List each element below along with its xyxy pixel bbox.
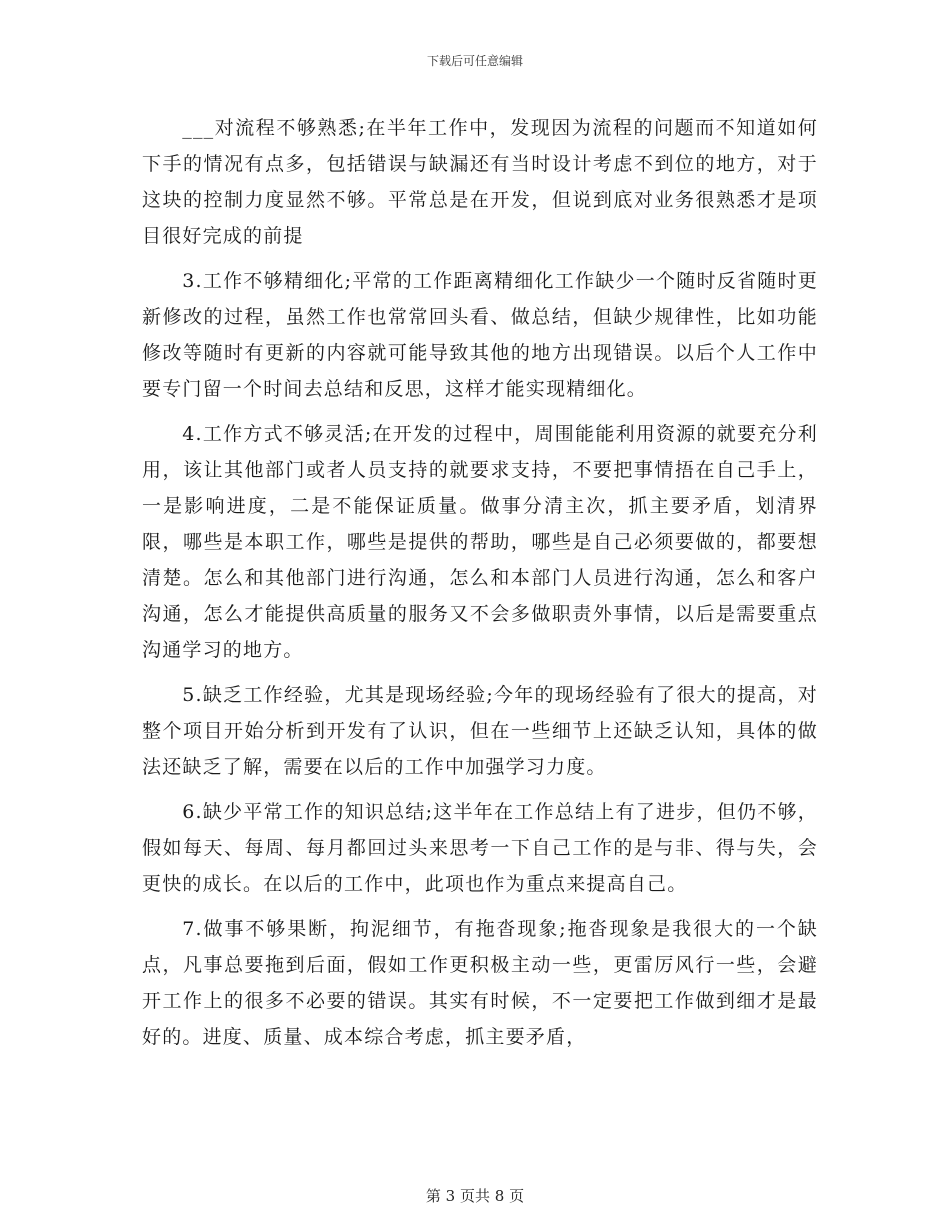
page-footer: 第 3 页共 8 页 xyxy=(425,1187,525,1205)
paragraph-item-4: 4.工作方式不够灵活;在开发的过程中，周围能能利用资源的就要充分利用，该让其他部门或者人员支持的就要求支持，不要把事情捂在自己手上，一是影响进度，二是不能保证质量。做事分清主次，抓主要矛盾，划清界限，哪些是本职工作，哪些是提供的帮助，哪些是自己必须要做的，都要想清楚。怎么和其他部门进行沟通，怎么和本部门人员进行沟通，怎么和客户沟通，怎么才能提供高质量的服务又不会多做职责外事情，以后是需要重点沟通学习的地方。 xyxy=(142,423,818,661)
document-body xyxy=(142,110,818,1064)
paragraph-process-familiarity: ___对流程不够熟悉;在半年工作中，发现因为流程的问题而不知道如何下手的情况有点多，包括错误与缺漏还有当时设计考虑不到位的地方，对于这块的控制力度显然不够。平常总是在开发，但说到底对业务很熟悉才是项目很好完成的前提 xyxy=(142,117,818,247)
paragraph-item-3: 3.工作不够精细化;平常的工作距离精细化工作缺少一个随时反省随时更新修改的过程，虽然工作也常常回头看、做总结，但缺少规律性，比如功能修改等随时有更新的内容就可能导致其他的地方出现错误。以后个人工作中要专门留一个时间去总结和反思，这样才能实现精细化。 xyxy=(142,270,818,400)
paragraph-item-7: 7.做事不够果断，拘泥细节，有拖沓现象;拖沓现象是我很大的一个缺点，凡事总要拖到后面，假如工作更积极主动一些，更雷厉风行一些，会避开工作上的很多不必要的错误。其实有时候，不一定要把工作做到细才是最好的。进度、质量、成本综合考虑，抓主要矛盾， xyxy=(142,918,818,1048)
paragraph-item-5: 5.缺乏工作经验，尤其是现场经验;今年的现场经验有了很大的提高，对整个项目开始分析到开发有了认识，但在一些细节上还缺乏认知，具体的做法还缺乏了解，需要在以后的工作中加强学习力度。 xyxy=(142,684,818,778)
paragraph-item-6: 6.缺少平常工作的知识总结;这半年在工作总结上有了进步，但仍不够，假如每天、每周、每月都回过头来思考一下自己工作的是与非、得与失，会更快的成长。在以后的工作中，此项也作为重点来提高自己。 xyxy=(142,801,818,895)
page-header: 下载后可任意编辑 xyxy=(426,54,523,68)
